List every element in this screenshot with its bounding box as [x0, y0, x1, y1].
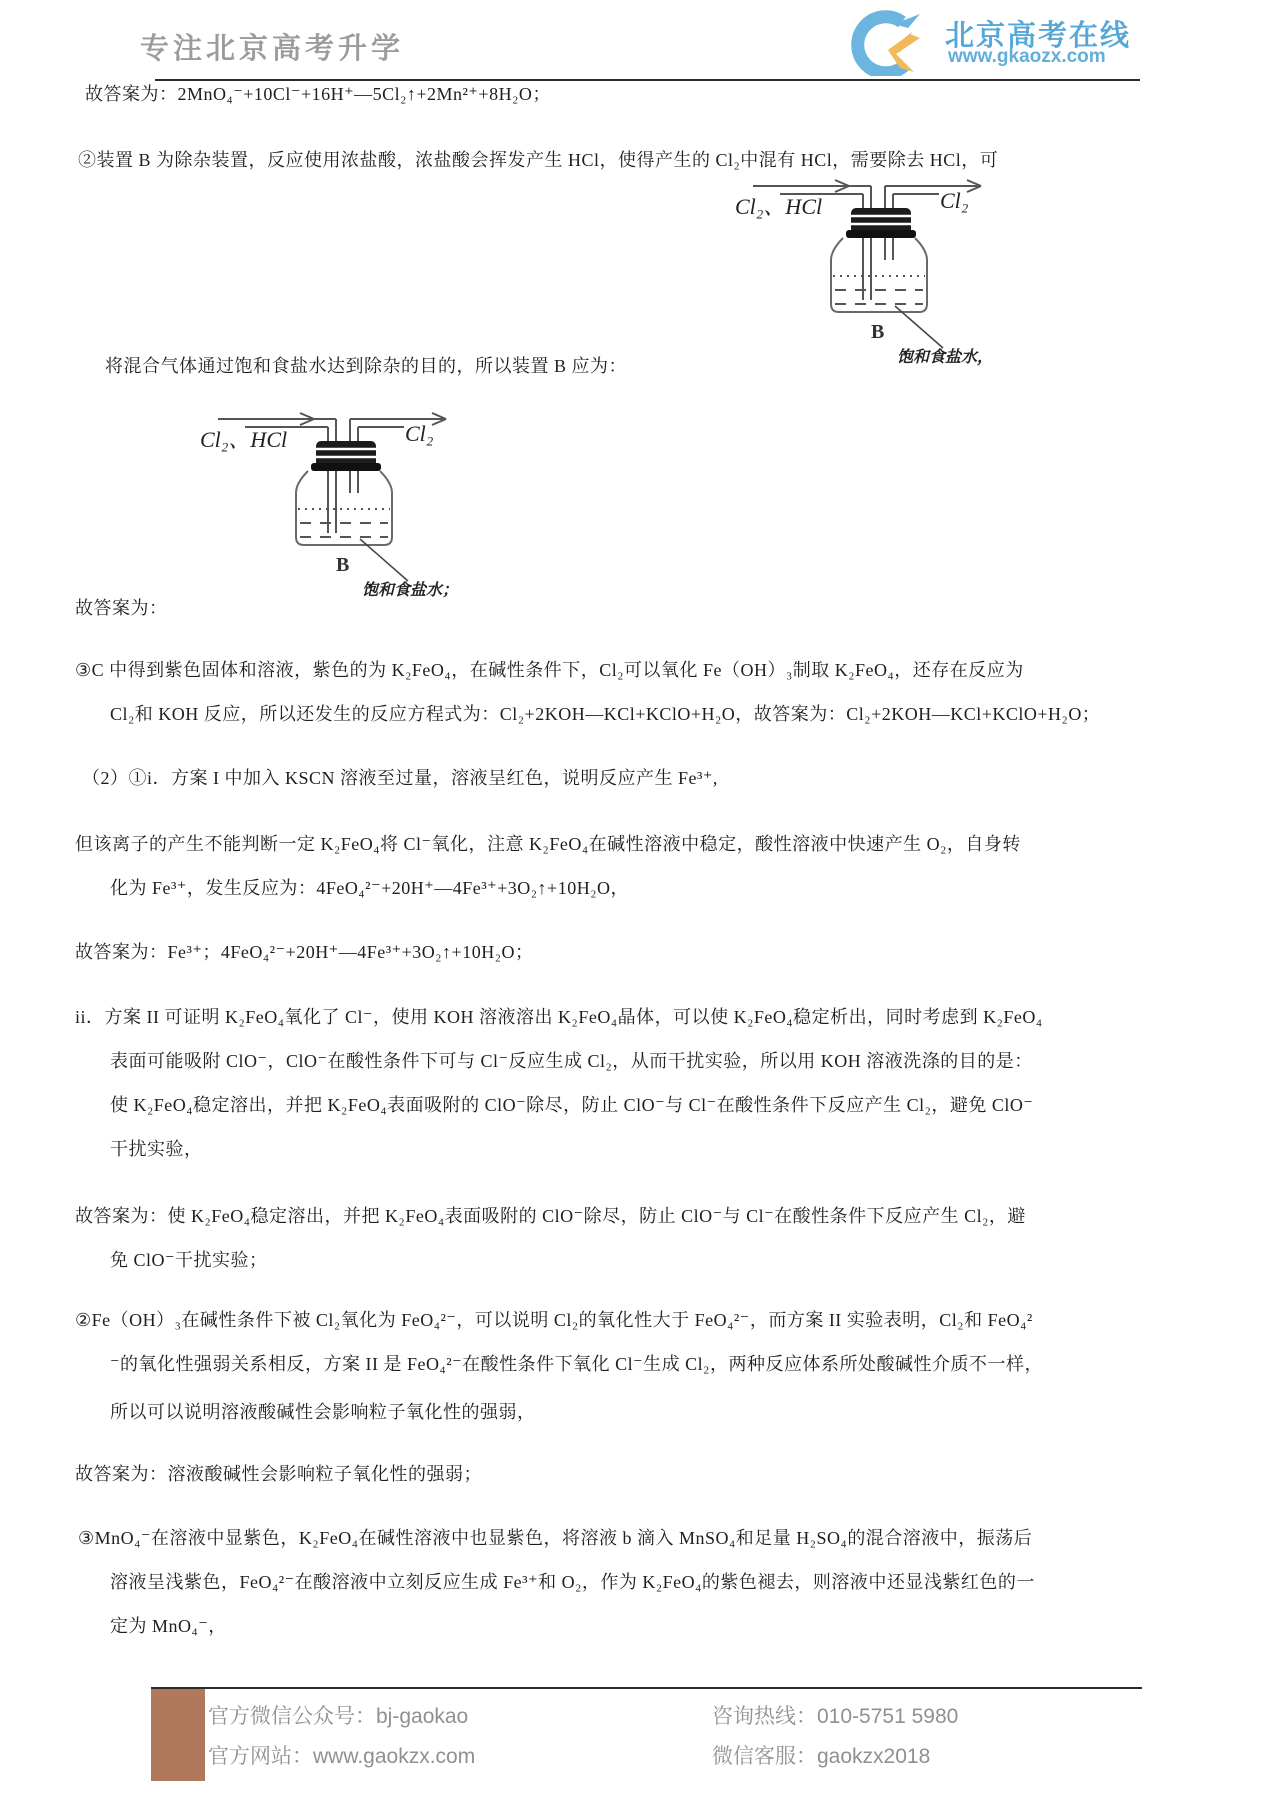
body-line: （2）①i．方案 I 中加入 KSCN 溶液至过量，溶液呈红色，说明反应产生 Fe³⁺, [82, 768, 718, 788]
body-line: ②装置 B 为除杂装置，反应使用浓盐酸，浓盐酸会挥发产生 HCl，使得产生的 Cl₂中混有 HCl，需要除去 HCl，可 [78, 150, 999, 170]
liquid-label: 饱和食盐水， [897, 349, 994, 366]
body-line: 使 K₂FeO₄稳定溶出，并把 K₂FeO₄表面吸附的 ClO⁻除尽，防止 ClO⁻与 Cl⁻在酸性条件下反应产生 Cl₂，避免 ClO⁻ [110, 1095, 1034, 1115]
body-line: 溶液呈浅紫色，FeO₄²⁻在酸溶液中立刻反应生成 Fe³⁺和 O₂，作为 K₂FeO₄的紫色褪去，则溶液中还显浅紫红色的一 [110, 1572, 1035, 1592]
bottle-letter: B [871, 321, 885, 343]
liquid-label: 饱和食盐水； [362, 582, 459, 599]
gas-washing-bottle-diagram-right [725, 172, 1045, 377]
logo-gk-icon [838, 10, 938, 76]
body-line: ⁻的氧化性强弱关系相反，方案 II 是 FeO₄²⁻在酸性条件下氧化 Cl⁻生成 Cl₂，两种反应体系所处酸碱性介质不一样， [110, 1354, 1043, 1374]
body-line: 所以可以说明溶液酸碱性会影响粒子氧化性的强弱， [110, 1402, 536, 1422]
outlet-gas-label: Cl₂ [405, 421, 434, 446]
outlet-gas-label: Cl₂ [940, 188, 969, 213]
body-line: ②Fe（OH）₃在碱性条件下被 Cl₂氧化为 FeO₄²⁻，可以说明 Cl₂的氧化性大于 FeO₄²⁻，而方案 II 实验表明，Cl₂和 FeO₄² [75, 1310, 1033, 1330]
footer-wechat-service: 微信客服：gaokzx2018 [712, 1745, 931, 1768]
footer-accent-block [151, 1689, 205, 1781]
logo-site-name: 北京高考在线 [945, 20, 1132, 52]
body-line: ii．方案 II 可证明 K₂FeO₄氧化了 Cl⁻，使用 KOH 溶液溶出 K₂FeO₄晶体，可以使 K₂FeO₄稳定析出，同时考虑到 K₂FeO₄ [75, 1007, 1043, 1027]
body-line: 故答案为：使 K₂FeO₄稳定溶出，并把 K₂FeO₄表面吸附的 ClO⁻除尽，防止 ClO⁻与 Cl⁻在酸性条件下反应产生 Cl₂，避 [75, 1206, 1026, 1226]
header-slogan: 专注北京高考升学 [140, 33, 405, 65]
body-line: 将混合气体通过饱和食盐水达到除杂的目的，所以装置 B 应为： [105, 356, 628, 376]
body-line: ③C 中得到紫色固体和溶液，紫色的为 K₂FeO₄，在碱性条件下，Cl₂可以氧化 Fe（OH）₃制取 K₂FeO₄，还存在反应为 [75, 660, 1024, 680]
footer-website: 官方网站：www.gaokzx.com [208, 1745, 476, 1768]
inlet-gas-label: Cl₂、HCl [735, 194, 823, 219]
body-line: 定为 MnO₄⁻， [110, 1616, 227, 1636]
footer-hotline: 咨询热线：010-5751 5980 [712, 1705, 959, 1728]
body-line: 化为 Fe³⁺，发生反应为：4FeO₄²⁻+20H⁺—4Fe³⁺+3O₂↑+10H₂O， [110, 878, 629, 898]
bottle-letter: B [336, 554, 350, 576]
body-line: 干扰实验， [110, 1139, 203, 1159]
footer-rule [151, 1687, 1142, 1689]
body-line: 故答案为：Fe³⁺；4FeO₄²⁻+20H⁺—4Fe³⁺+3O₂↑+10H₂O； [75, 942, 534, 962]
body-line: 故答案为：2MnO₄⁻+10Cl⁻+16H⁺—5Cl₂↑+2Mn²⁺+8H₂O； [85, 84, 551, 104]
body-line: 故答案为：溶液酸碱性会影响粒子氧化性的强弱； [75, 1464, 482, 1484]
body-line: 免 ClO⁻干扰实验； [110, 1250, 268, 1270]
body-line: 表面可能吸附 ClO⁻，ClO⁻在酸性条件下可与 Cl⁻反应生成 Cl₂，从而干扰实验，所以用 KOH 溶液洗涤的目的是： [110, 1051, 1033, 1071]
inlet-gas-label: Cl₂、HCl [200, 427, 288, 452]
logo-site-url: www.gkaozx.com [948, 46, 1106, 67]
body-line: 故答案为： [75, 598, 168, 618]
gas-washing-bottle-diagram-left [190, 405, 510, 610]
body-line: Cl₂和 KOH 反应，所以还发生的反应方程式为：Cl₂+2KOH—KCl+KClO+H₂O，故答案为：Cl₂+2KOH—KCl+KClO+H₂O； [110, 704, 1101, 724]
body-line: ③MnO₄⁻在溶液中显紫色，K₂FeO₄在碱性溶液中也显紫色，将溶液 b 滴入 MnSO₄和足量 H₂SO₄的混合溶液中，振荡后 [78, 1528, 1033, 1548]
body-line: 但该离子的产生不能判断一定 K₂FeO₄将 Cl⁻氧化，注意 K₂FeO₄在碱性溶液中稳定，酸性溶液中快速产生 O₂，自身转 [75, 834, 1021, 854]
footer-wechat-official: 官方微信公众号：bj-gaokao [208, 1705, 469, 1728]
